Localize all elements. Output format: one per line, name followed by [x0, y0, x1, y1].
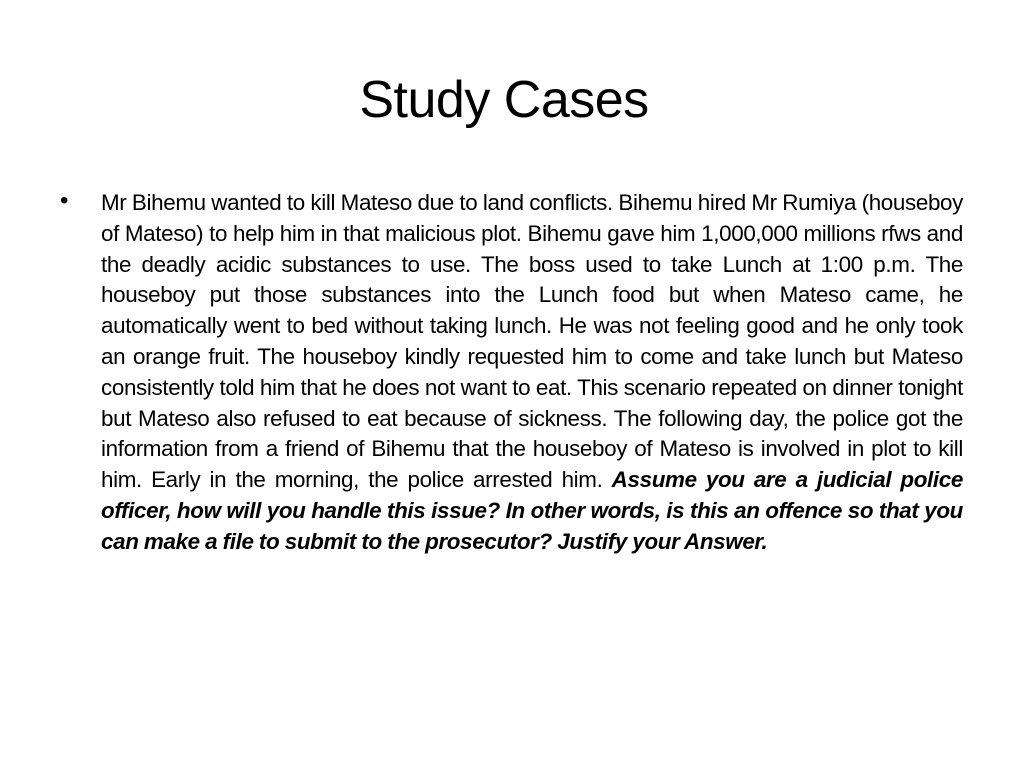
case-description: Mr Bihemu wanted to kill Mateso due to land conflicts. Bihemu hired Mr Rumiya (houseboy of Mateso) to help him in that malicious plot. Bihemu gave him 1,000,000 millions rfws and the deadly acidic substances to use. The boss used to take Lunch at 1:00 p.m. The houseboy put those substances into the Lunch food but when Mateso came, he automatically went to bed without taking lunch. He was not feeling good and he only took an orange fruit. The houseboy kindly requested him to come and take lunch but Mateso consistently told him that he does not want to eat. This scenario repeated on dinner tonight but Mateso also refused to eat because of sickness. The following day, the police got the information from a friend of Bihemu that the houseboy of Mateso is involved in plot to kill him. Early in the morning, the police arrested him. [101, 190, 963, 493]
bullet-list [60, 188, 963, 558]
bullet-icon: • [60, 187, 69, 214]
case-question: Assume you are a judicial police officer, how will you handle this issue? In other words, is this an offence so that you can make a file to submit to the prosecutor? Justify your Answer. [101, 467, 963, 554]
bullet-item-case [60, 188, 963, 558]
slide-title: Study Cases [359, 71, 649, 129]
